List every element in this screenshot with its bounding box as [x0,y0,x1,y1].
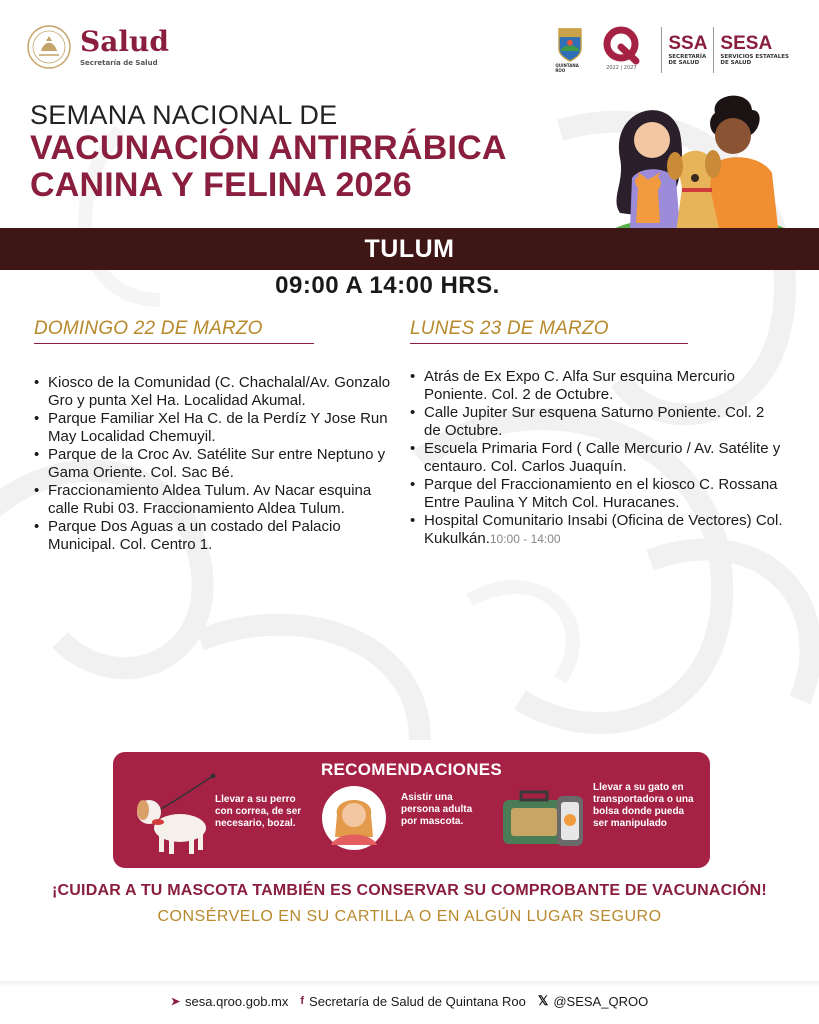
q-government-logo: 2022 | 2027 [595,25,647,75]
list-item: • Fraccionamiento Aldea Tulum. Av Nacar esquina calle Rubi 03. Fraccionamiento Aldea Tulum. [34,482,404,518]
x-link[interactable]: @SESA_QROO [553,993,649,1009]
list-item [410,512,785,548]
day-1-sites [34,374,404,554]
list-item: • Parque Dos Aguas a un costado del Palacio Municipal. Col. Centro 1. [34,518,404,554]
list-item: • Calle Jupiter Sur esquena Saturno Poniente. Col. 2 de Octubre. [410,404,785,440]
recommendation-cat: Llevar a su gato en transportadora o una bolsa donde pueda ser manipulado [593,782,694,829]
recommendation-dog: Llevar a su perro con correa, de ser necesario, bozal. [215,794,302,829]
sesa-logo: SESA SERVICIOS ESTATALES DE SALUD [720,32,789,66]
recommendations-panel [113,752,710,868]
list-item: • Parque de la Croc Av. Satélite Sur entre Neptuno y Gama Oriente. Col. Sac Bé. [34,446,404,482]
site-time-note: 10:00 - 14:00 [489,532,561,546]
title-line-3: CANINA Y FELINA 2026 [30,166,412,204]
salud-subtitle: Secretaría de Salud [80,58,158,67]
schedule-hours: 09:00 A 14:00 HRS. [275,272,500,299]
mexico-seal-icon [26,24,72,70]
footer-divider [0,981,819,987]
x-icon: 𝕏 [537,993,549,1008]
salud-logo [26,24,169,70]
slogan: ¡CUIDAR A TU MASCOTA TAMBIÉN ES CONSERVAR SU COMPROBANTE DE VACUNACIÓN! [52,882,767,899]
website-link[interactable]: sesa.qroo.gob.mx [185,993,289,1009]
campaign-title [30,100,507,204]
logo-divider [713,27,714,73]
day-2-date: LUNES 23 DE MARZO [410,318,688,344]
recommendation-adult: Asistir una persona adulta por mascota. [401,792,473,827]
header [0,0,819,95]
day-1-date: DOMINGO 22 DE MARZO [34,318,314,344]
day-1-column [34,318,404,554]
recommendations-title: RECOMENDACIONES [320,760,503,779]
list-item: • Escuela Primaria Ford ( Calle Mercurio / Av. Satélite y centauro. Col. Carlos Juaquín. [410,440,785,476]
quintana-roo-shield: QUINTANA ROO [555,27,585,73]
list-item: • Parque del Fraccionamiento en el kiosco C. Rossana Entre Paulina Y Mitch Col. Huracanes. [410,476,785,512]
adult-person-icon [321,785,387,851]
list-item: • Atrás de Ex Expo C. Alfa Sur esquina Mercurio Poniente. Col. 2 de Octubre. [410,368,785,404]
salud-wordmark: Salud [80,24,169,58]
footer-website[interactable] [171,994,289,1009]
footer-facebook[interactable] [300,994,525,1009]
location-band [0,228,819,270]
title-line-1: SEMANA NACIONAL DE [30,100,338,130]
location-name: TULUM [364,234,455,263]
day-2-column [410,318,785,548]
site-text: Hospital Comunitario Insabi (Oficina de Vectores) Col. Kukulkán. [424,512,783,547]
partner-logos [555,24,789,76]
dog-leash-icon [125,772,220,858]
q-logo-icon [596,25,646,65]
day-2-sites [410,368,785,548]
footer-x[interactable] [538,993,648,1009]
cursor-arrow-icon: ➤ [170,995,181,1008]
facebook-link[interactable]: Secretaría de Salud de Quintana Roo [309,993,526,1009]
ssa-logo: SSA SECRETARÍA DE SALUD [668,32,708,66]
list-item: • Kiosco de la Comunidad (C. Chachalal/Av. Gonzalo Gro y punta Xel Ha. Localidad Akumal. [34,374,404,410]
facebook-icon: f [300,995,305,1007]
title-line-2: VACUNACIÓN ANTIRRÁBICA [30,129,507,167]
list-item: • Parque Familiar Xel Ha C. de la Perdíz Y Jose Run May Localidad Chemuyil. [34,410,404,446]
footer [0,993,819,1009]
cat-carrier-icon [501,788,585,852]
slogan-secondary: CONSÉRVELO EN SU CARTILLA O EN ALGÚN LUGAR SEGURO [157,908,662,925]
logo-divider [661,27,662,73]
quintana-roo-shield-icon [556,27,584,62]
